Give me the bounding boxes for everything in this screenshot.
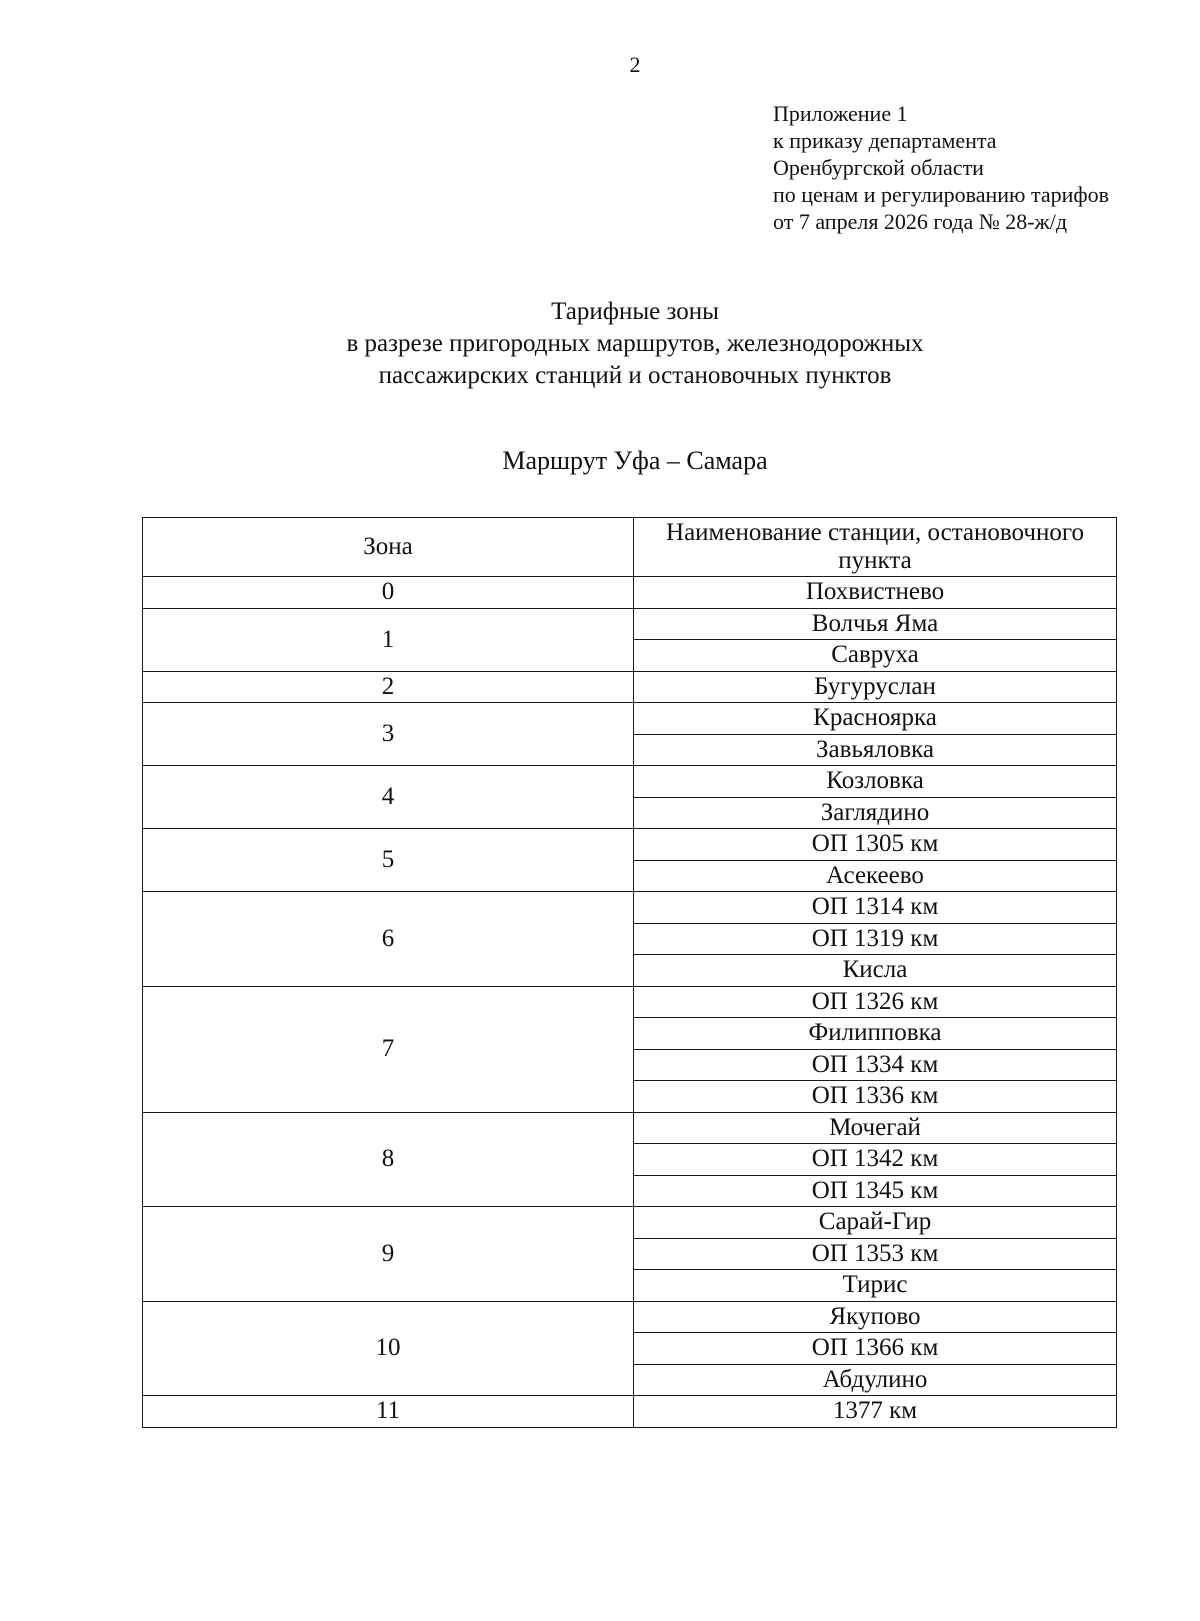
table-row: [143, 608, 1117, 640]
station-cell: ОП 1342 км: [634, 1144, 1117, 1176]
zone-cell: 2: [143, 671, 634, 703]
zone-cell: 3: [143, 703, 634, 766]
station-cell: ОП 1319 км: [634, 923, 1117, 955]
table-header-row: [143, 518, 1117, 577]
zone-cell: 8: [143, 1112, 634, 1207]
station-cell: ОП 1345 км: [634, 1175, 1117, 1207]
station-cell: Завьяловка: [634, 734, 1117, 766]
table-row: [143, 1207, 1117, 1239]
station-cell: Волчья Яма: [634, 608, 1117, 640]
station-cell: ОП 1314 км: [634, 892, 1117, 924]
station-cell: Козловка: [634, 766, 1117, 798]
station-cell: 1377 км: [634, 1396, 1117, 1428]
table-row: [143, 766, 1117, 798]
table-row: [143, 577, 1117, 609]
zone-cell: 0: [143, 577, 634, 609]
tariff-zones-table: [142, 517, 1117, 1428]
title-line: в разрезе пригородных маршрутов, железнодорожных: [346, 330, 924, 357]
station-cell: Якупово: [634, 1301, 1117, 1333]
station-cell: Тирис: [634, 1270, 1117, 1302]
table-row: [143, 986, 1117, 1018]
station-cell: Абдулино: [634, 1364, 1117, 1396]
document-title: [0, 296, 1200, 392]
header-zone: Зона: [143, 518, 634, 577]
table-row: [143, 671, 1117, 703]
station-cell: Красноярка: [634, 703, 1117, 735]
header-station: Наименование станции, остановочного пункта: [634, 518, 1117, 577]
station-cell: ОП 1334 км: [634, 1049, 1117, 1081]
zone-cell: 6: [143, 892, 634, 987]
station-cell: Асекеево: [634, 860, 1117, 892]
appendix-line: по ценам и регулированию тарифов: [773, 182, 1110, 207]
station-cell: Филипповка: [634, 1018, 1117, 1050]
title-line: Тарифные зоны: [551, 298, 719, 325]
table-row: [143, 829, 1117, 861]
station-cell: Сарай-Гир: [634, 1207, 1117, 1239]
station-cell: Мочегай: [634, 1112, 1117, 1144]
station-cell: ОП 1336 км: [634, 1081, 1117, 1113]
zone-cell: 11: [143, 1396, 634, 1428]
table-body: [143, 577, 1117, 1428]
station-cell: ОП 1366 км: [634, 1333, 1117, 1365]
appendix-line: от 7 апреля 2026 года № 28-ж/д: [773, 209, 1068, 234]
station-cell: Савруха: [634, 640, 1117, 672]
station-cell: Заглядино: [634, 797, 1117, 829]
table-row: [143, 1396, 1117, 1428]
route-title: Маршрут Уфа – Самара: [502, 446, 768, 475]
table-row: [143, 892, 1117, 924]
zone-cell: 1: [143, 608, 634, 671]
zone-cell: 7: [143, 986, 634, 1112]
table-row: [143, 1112, 1117, 1144]
station-cell: Кисла: [634, 955, 1117, 987]
appendix-line: к приказу департамента: [773, 128, 997, 153]
zone-cell: 9: [143, 1207, 634, 1302]
appendix-line: Оренбургской области: [773, 155, 984, 180]
station-cell: ОП 1326 км: [634, 986, 1117, 1018]
appendix-line: Приложение 1: [773, 101, 908, 126]
station-cell: Похвистнево: [634, 577, 1117, 609]
page-number: 2: [629, 52, 641, 77]
station-cell: ОП 1353 км: [634, 1238, 1117, 1270]
zone-cell: 5: [143, 829, 634, 892]
zone-cell: 4: [143, 766, 634, 829]
table-row: [143, 703, 1117, 735]
table-row: [143, 1301, 1117, 1333]
appendix-block: [773, 100, 1109, 235]
zone-cell: 10: [143, 1301, 634, 1396]
title-line: пассажирских станций и остановочных пунктов: [378, 362, 892, 389]
station-cell: Бугуруслан: [634, 671, 1117, 703]
station-cell: ОП 1305 км: [634, 829, 1117, 861]
